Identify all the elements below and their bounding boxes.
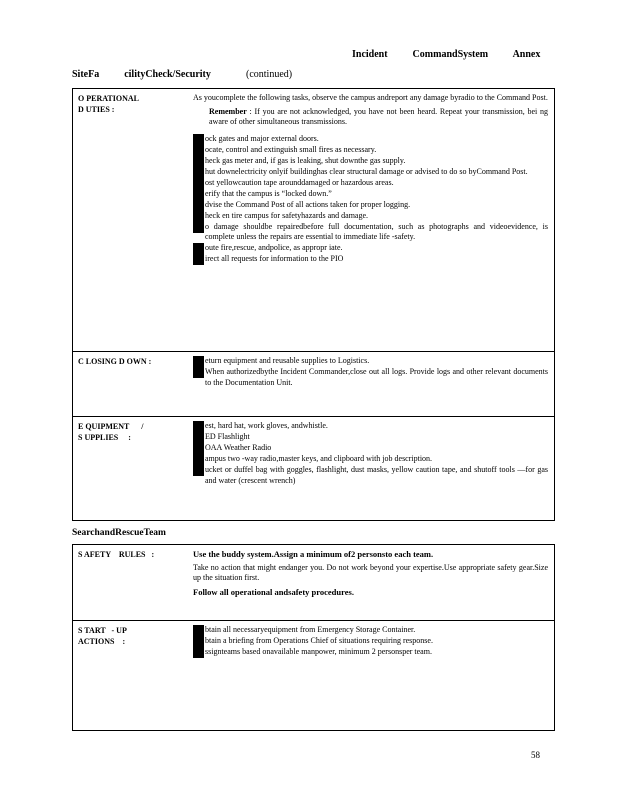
remember-label: Remember (209, 106, 247, 116)
list-item (193, 254, 548, 265)
label-line: S UPPLIES : (78, 433, 131, 442)
list-item-text: OAA Weather Radio (205, 443, 272, 452)
list-item-text: erify that the campus is “locked down.” (205, 188, 332, 198)
bullet-marker-icon (193, 211, 204, 222)
list-item (193, 156, 548, 167)
list-item (193, 465, 548, 486)
start-up-actions-label (78, 625, 188, 647)
equipment-supplies-row (73, 416, 554, 520)
operational-duties-row (73, 89, 554, 351)
list-item (193, 454, 548, 465)
list-item-text: dvise the Command Post of all actions taken for proper logging. (205, 199, 411, 209)
header-continued: (continued) (246, 69, 293, 80)
safety-rule-caution: Take no action that might endanger you. Do not work beyond your expertise.Use appropriate safety gear.Size up the situation first. (193, 562, 548, 582)
list-item (193, 443, 548, 454)
list-item (193, 636, 548, 647)
operational-duties-content (193, 93, 548, 265)
list-item (193, 432, 548, 443)
bullet-marker-icon (193, 454, 204, 465)
list-item-text: heck en tire campus for safetyhazards and damage. (205, 210, 369, 220)
intro-text: As youcomplete the following tasks, observe the campus andreport any damage byradio to the Command Post. (193, 93, 548, 102)
bullet-marker-icon (193, 647, 204, 658)
remember-text: : If you are not acknowledged, you have not been heard. Repeat your transmission, bei ng aware of other simultaneous transmissions. (209, 106, 548, 126)
closing-down-row (73, 351, 554, 416)
label-line: S TART - UP (78, 626, 127, 635)
equipment-supplies-label (78, 421, 188, 443)
bullet-marker-icon (193, 421, 204, 432)
list-item (193, 625, 548, 636)
safety-rule-follow: Follow all operational andsafety procedures. (193, 586, 354, 597)
list-item-text: ock gates and major external doors. (205, 133, 319, 143)
bullet-marker-icon (193, 178, 204, 189)
bullet-marker-icon (193, 625, 204, 636)
safety-rules-label: S AFETY RULES : (78, 550, 155, 559)
label-line: ACTIONS : (78, 637, 126, 646)
list-item (193, 356, 548, 367)
list-item-text: eturn equipment and reusable supplies to Logistics. (205, 356, 370, 365)
list-item (193, 367, 548, 388)
list-item-text: btain all necessaryequipment from Emergency Storage Container. (205, 625, 416, 634)
remember-note (193, 107, 548, 128)
bullet-marker-icon (193, 636, 204, 647)
list-item-text: ost yellowcaution tape arounddamaged or hazardous areas. (205, 177, 394, 187)
section-title: SearchandRescueTeam (72, 528, 166, 538)
list-item (193, 200, 548, 211)
search-rescue-table (72, 544, 555, 731)
bullet-marker-icon (193, 145, 204, 156)
list-item-text: hut downelectricity onlyif buildinghas clear structural damage or advised to do so byCommand Post. (205, 166, 528, 176)
list-item (193, 421, 548, 432)
bullet-marker-icon (193, 465, 204, 476)
bullet-marker-icon (193, 222, 204, 233)
safety-rule-buddy: Use the buddy system.Assign a minimum of2 personsto each team. (193, 549, 434, 559)
bullet-marker-icon (193, 443, 204, 454)
closing-down-label: C LOSING D OWN : (78, 357, 152, 366)
start-up-actions-content (193, 625, 548, 658)
list-item (193, 189, 548, 200)
list-item (193, 211, 548, 222)
operational-duties-label (78, 93, 188, 115)
list-item-text: o damage shouldbe repairedbefore full documentation, such as photographs and videoevidence, is complete unless the repairs are essential to immediate life -safety. (205, 221, 548, 241)
duties-table (72, 88, 555, 521)
list-item-text: irect all requests for information to the PIO (205, 253, 344, 263)
bullet-marker-icon (193, 200, 204, 211)
safety-rules-row (73, 545, 554, 620)
bullet-marker-icon (193, 167, 204, 178)
list-item (193, 243, 548, 254)
list-item-text: btain a briefing from Operations Chief of situations requiring response. (205, 636, 433, 645)
list-item-text: ucket or duffel bag with goggles, flashlight, dust masks, yellow caution tape, and shutoff tools —for gas and water (crescent wrench) (205, 465, 548, 485)
list-item-text: ampus two -way radio,master keys, and clipboard with job description. (205, 454, 433, 463)
label-line: E QUIPMENT / (78, 422, 144, 431)
bullet-marker-icon (193, 156, 204, 167)
list-item-text: heck gas meter and, if gas is leaking, shut downthe gas supply. (205, 155, 406, 165)
bullet-marker-icon (193, 243, 204, 254)
closing-down-content (193, 356, 548, 388)
bullet-marker-icon (193, 356, 204, 367)
list-item-text: ED Flashlight (205, 432, 250, 441)
list-item (193, 178, 548, 189)
list-item (193, 134, 548, 145)
bullet-marker-icon (193, 432, 204, 443)
equipment-supplies-content (193, 421, 548, 486)
bullet-marker-icon (193, 134, 204, 145)
list-item-text: oute fire,rescue, andpolice, as appropr iate. (205, 242, 343, 252)
list-item (193, 167, 548, 178)
label-line: D UTIES : (78, 105, 115, 114)
list-item (193, 145, 548, 156)
list-item-text: When authorizedbythe Incident Commander,close out all logs. Provide logs and other relevant documents to the Documentation Unit. (205, 367, 548, 387)
start-up-actions-row (73, 620, 554, 730)
header-section: SiteFa cilityCheck/Security (72, 69, 211, 80)
list-item (193, 222, 548, 243)
safety-rules-content (193, 549, 548, 600)
bullet-marker-icon (193, 367, 204, 378)
header-title: Incident CommandSystem Annex (352, 49, 541, 60)
page-number: 58 (531, 750, 540, 760)
list-item (193, 647, 548, 658)
bullet-marker-icon (193, 189, 204, 200)
list-item-text: ssignteams based onavailable manpower, minimum 2 personsper team. (205, 647, 432, 656)
list-item-text: ocate, control and extinguish small fires as necessary. (205, 144, 377, 154)
list-item-text: est, hard hat, work gloves, andwhistle. (205, 421, 328, 430)
bullet-marker-icon (193, 254, 204, 265)
label-line: O PERATIONAL (78, 94, 139, 103)
